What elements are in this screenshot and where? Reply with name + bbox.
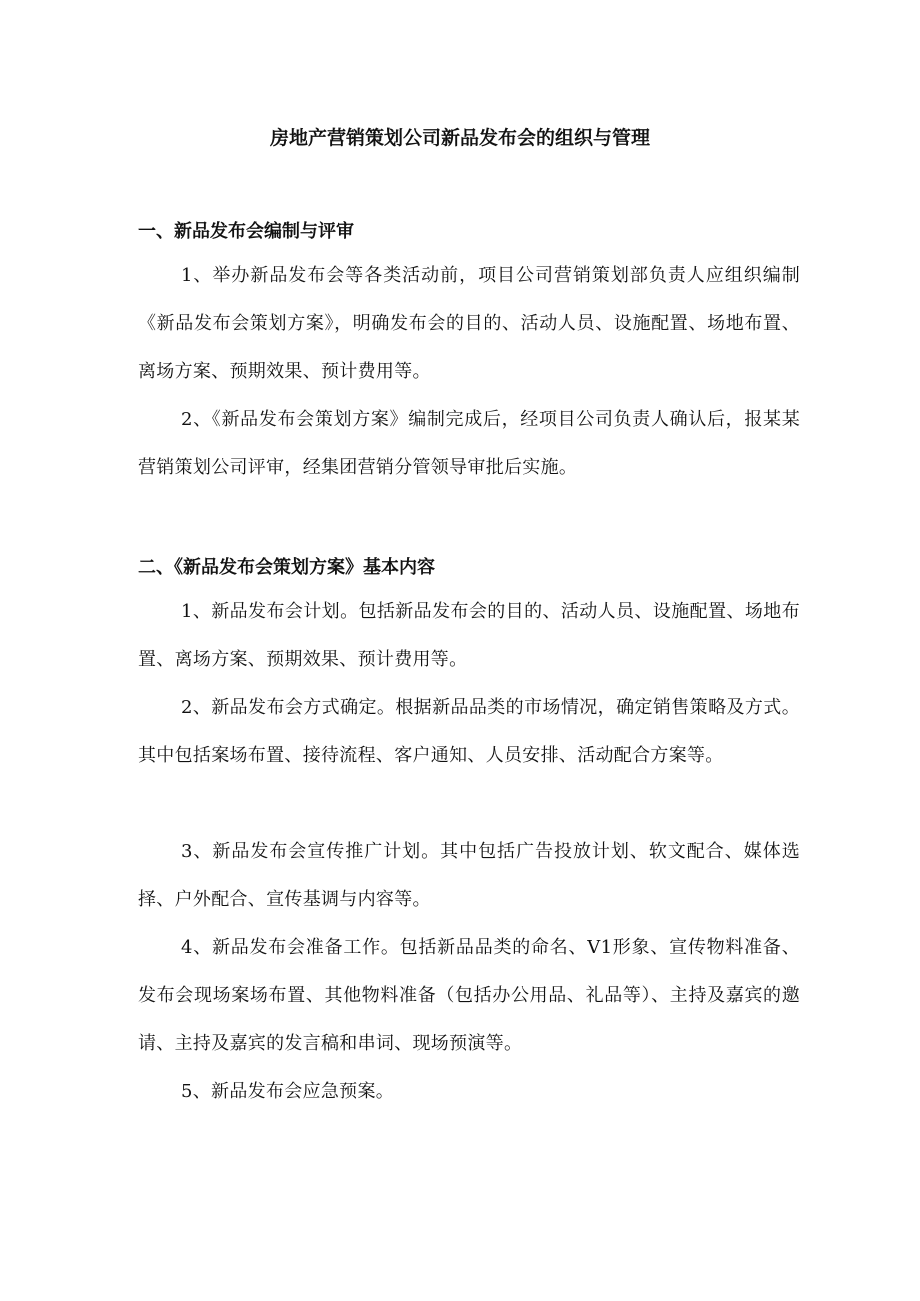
section-heading-1: 一、新品发布会编制与评审: [138, 221, 354, 242]
section-2-paragraph-5: 5、新品发布会应急预案。: [181, 1081, 395, 1102]
section-1-paragraph-2: 2、《新品发布会策划方案》编制完成后，经项目公司负责人确认后，报某某营销策划公司评审，经集团营销分管领导审批后实施。: [138, 409, 800, 478]
section-heading-2: 二、《新品发布会策划方案》基本内容: [138, 557, 435, 578]
section-2-paragraph-2: 2、新品发布会方式确定。根据新品品类的市场情况，确定销售策略及方式。其中包括案场布置、接待流程、客户通知、人员安排、活动配合方案等。: [138, 697, 800, 766]
section-1-paragraph-1: 1、举办新品发布会等各类活动前，项目公司营销策划部负责人应组织编制《新品发布会策划方案》，明确发布会的目的、活动人员、设施配置、场地布置、离场方案、预期效果、预计费用等。: [138, 265, 800, 382]
section-2-paragraph-1: 1、新品发布会计划。包括新品发布会的目的、活动人员、设施配置、场地布置、离场方案、预期效果、预计费用等。: [138, 601, 800, 670]
document-title: 房地产营销策划公司新品发布会的组织与管理: [269, 127, 650, 149]
section-2-paragraph-4: 4、新品发布会准备工作。包括新品品类的命名、V1形象、宣传物料准备、发布会现场案场布置、其他物料准备（包括办公用品、礼品等）、主持及嘉宾的邀请、主持及嘉宾的发言稿和串词、现场预演等。: [138, 937, 800, 1054]
section-2-paragraph-3: 3、新品发布会宣传推广计划。其中包括广告投放计划、软文配合、媒体选择、户外配合、宣传基调与内容等。: [138, 841, 800, 910]
